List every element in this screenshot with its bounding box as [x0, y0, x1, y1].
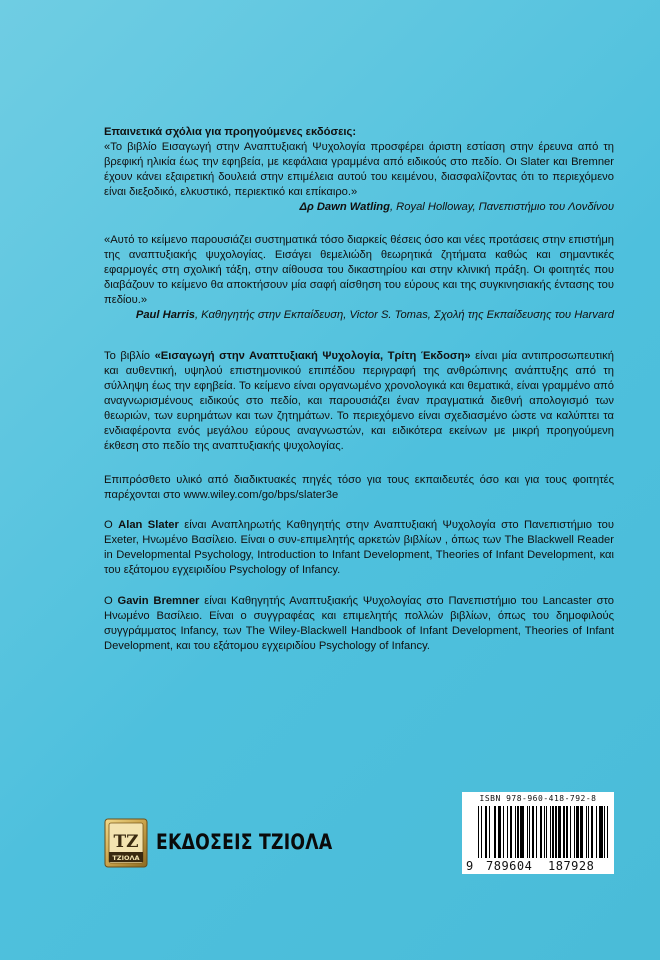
logo-subtext: ΤΖΙΟΛΑ [112, 854, 140, 862]
barcode-bar [486, 806, 487, 858]
logo-monogram: ΤΖ [113, 832, 139, 852]
barcode-bar [489, 806, 490, 858]
barcode-bar [559, 806, 560, 858]
review-block-1 [104, 125, 614, 215]
barcode-bar [544, 806, 545, 858]
publisher-logo-icon [104, 818, 148, 868]
barcode [478, 806, 608, 858]
review-2-author: Paul Harris [135, 309, 195, 321]
barcode-bar [574, 806, 575, 858]
bremner-bio: είναι Καθηγητής Αναπτυξιακής Ψυχολογίας στο Πανεπιστήμιο του Lancaster στο Ηνωμένο Βασίλειο. Είναι ο συγγραφέας και επιμελητής πολλών βιβλίων, όπως του δημοφιλούς συγγράμματος Infancy, των The Wiley-Blackwell Handbook of Infant Development, Theories of Infant Development, και του εξάτομου εγχειριδίου Psychology of Infancy. [104, 595, 614, 652]
review-1-affiliation: , Royal Holloway, Πανεπιστήμιο του Λονδίνου [389, 201, 614, 213]
barcode-bar [478, 806, 479, 858]
description-intro: Το βιβλίο [104, 350, 155, 362]
barcode-bar [570, 806, 571, 858]
review-1-attribution [104, 200, 614, 215]
barcode-bar [523, 806, 524, 858]
online-material-text: Επιπρόσθετο υλικό από διαδικτυακές πηγές τόσο για τους εκπαιδευτές όσο και για τους φοιτητές παρέχονται στο www.wiley.com/go/bps/slater3e [104, 474, 614, 501]
barcode-bar [495, 806, 496, 858]
barcode-bar [536, 806, 537, 858]
barcode-bar [515, 806, 516, 858]
isbn-digit-lead: 9 [466, 859, 474, 873]
slater-bio: είναι Αναπληρωτής Καθηγητής στην Αναπτυξιακή Ψυχολογία στο Πανεπιστήμιο του Exeter, Ηνωμένο Βασίλειο. Είναι ο συν-επιμελητής αρκετών βιβλίων , όπως των The Blackwell Reader in Developmental Psychology, Introduction to Infant Development, Theories of Infant Development, και του εξάτομου εγχειριδίου Psychology of Infancy. [104, 519, 614, 576]
barcode-bar [607, 806, 608, 858]
description-paragraph [104, 349, 614, 454]
bremner-name: Gavin Bremner [117, 595, 200, 607]
review-2-attribution [104, 308, 614, 323]
isbn-barcode-box [462, 792, 614, 874]
barcode-bar [578, 806, 579, 858]
bremner-bio-paragraph [104, 594, 614, 654]
barcode-bar [592, 806, 593, 858]
barcode-bar [604, 806, 605, 858]
barcode-bar [481, 806, 482, 858]
barcode-bar [529, 806, 530, 858]
barcode-bar [527, 806, 528, 858]
description-body: είναι μία αντιπροσωπευτική και αυθεντική, υψηλού επιστημονικού επιπέδου περιγραφή της ανθρώπινης ανάπτυξης από τη σύλληψη έως την εφηβεία. Το κείμενο είναι οργανωμένο χρονολογικά και θεματικά, είναι γραμμένο από αναγνωρισμένους ειδικούς στο πεδίο, και παρουσιάζει έναν πραγματικά διεθνή απολογισμό των θεωριών, των ευρημάτων και των ζητημάτων. Το περιεχόμενο είναι σχεδιασμένο ώστε να καλύπτει τα ενδιαφέροντα ενός μεγάλου εύρους αναγνωστών, και ειδικότερα εκείνων με μικρή προηγούμενη έκθεση στο πεδίο της αναπτυξιακής ψυχολογίας. [104, 350, 614, 452]
barcode-bar [586, 806, 587, 858]
barcode-bar [553, 806, 554, 858]
author-bremner [104, 594, 614, 654]
barcode-bar [596, 806, 597, 858]
barcode-bar [511, 806, 512, 858]
review-1-author: Δρ Dawn Watling [299, 201, 390, 213]
online-material [104, 473, 614, 503]
barcode-bar [588, 806, 589, 858]
bremner-prefix: Ο [104, 595, 118, 607]
review-2-text: «Αυτό το κείμενο παρουσιάζει συστηματικά τόσο διαρκείς θέσεις όσο και νέες προτάσεις στην επιστήμη της αναπτυξιακής ψυχολογίας. Εισάγει θεμελιώδη θεωρητικά ζητήματα καθώς και σημαντικές εφαρμογές στη σχολική τάξη, στην αίθουσα του δικαστηρίου και στην κλινική πράξη. Οι φοιτητές που διαβάζουν το κείμενο θα αποκτήσουν μία σαφή αίσθηση του εύρους και της συγκινησιακής έντασης του πεδίου.» [104, 234, 614, 306]
book-title: «Εισαγωγή στην Αναπτυξιακή Ψυχολογία, Τρίτη Έκδοση» [154, 350, 471, 362]
review-1-text: «Το βιβλίο Εισαγωγή στην Αναπτυξιακή Ψυχολογία προσφέρει άριστη εστίαση στην έρευνα από τη βρεφική ηλικία έως την εφηβεία, με κεφάλαια γραμμένα από ειδικούς στο πεδίο. Οι Slater και Bremner έχουν κάνει εξαιρετική δουλειά στην επιμέλεια αυτού του κειμένου, διασφαλίζοντας ότι το περιεχόμενο είναι διεξοδικό, ελκυστικό, περιεκτικό και επίκαιρο.» [104, 141, 614, 198]
isbn-label: ISBN 978-960-418-792-8 [479, 794, 597, 803]
barcode-bar [582, 806, 583, 858]
barcode-bar [555, 806, 556, 858]
slater-bio-paragraph [104, 518, 614, 578]
barcode-bar [546, 806, 547, 858]
barcode-bar [533, 806, 534, 858]
slater-prefix: Ο [104, 519, 119, 531]
review-2-affiliation: , Καθηγητής στην Εκπαίδευση, Victor S. Tomas, Σχολή της Εκπαίδευσης του Harvard [194, 309, 614, 321]
author-slater [104, 518, 614, 578]
barcode-bar [507, 806, 508, 858]
barcode-bar [541, 806, 542, 858]
slater-name: Alan Slater [118, 519, 179, 531]
review-block-2 [104, 233, 614, 323]
barcode-bar [601, 806, 602, 858]
book-description [104, 349, 614, 454]
barcode-bar [500, 806, 501, 858]
barcode-bar [517, 806, 518, 858]
barcode-bar [503, 806, 504, 858]
publisher-name: ΕΚΔΟΣΕΙΣ ΤΖΙΟΛΑ [156, 830, 333, 854]
barcode-bar [563, 806, 564, 858]
isbn-digit-group-2: 187928 [548, 859, 595, 873]
barcode-bar [567, 806, 568, 858]
reviews-heading: Επαινετικά σχόλια για προηγούμενες εκδόσεις: [104, 126, 357, 138]
isbn-digit-group-1: 789604 [486, 859, 533, 873]
